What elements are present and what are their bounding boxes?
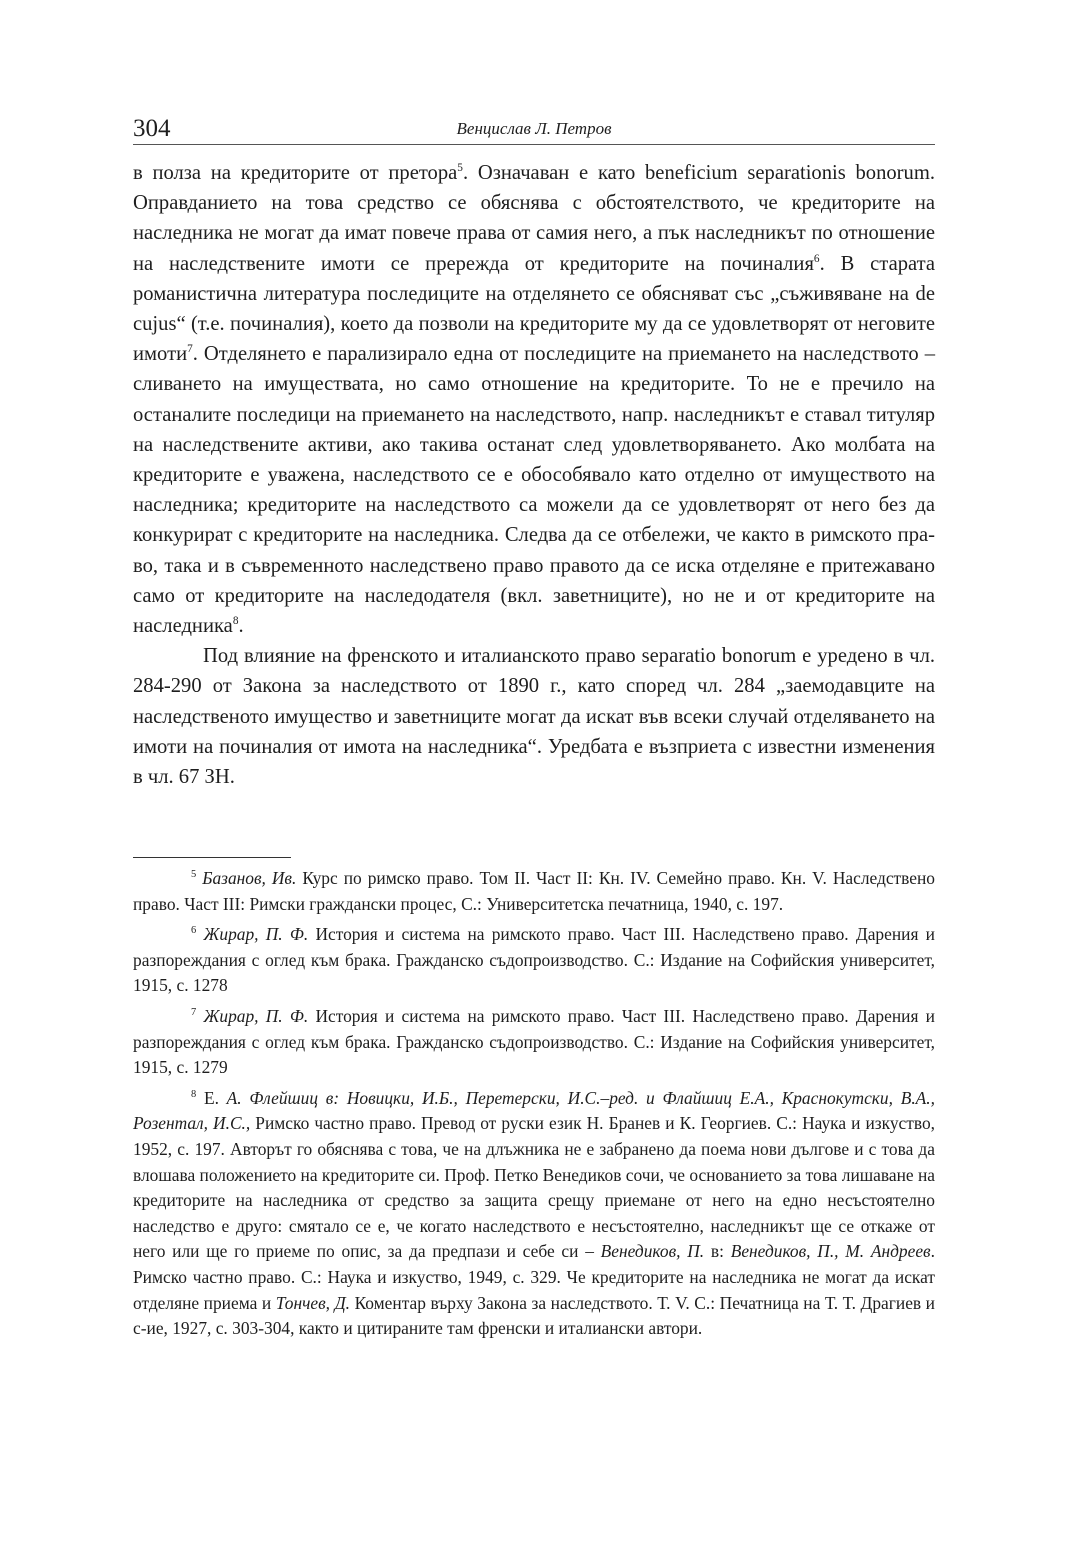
footnote-text: Римско частно право. Превод от руски език Н. Бранев и К. Георгиев. С.: Наука и изкуство, 1952, с. 197. Авторът го обяснява с това, че на длъжника не е забранено да поема нови дългове и с това да влошава положението на кредиторите си. Проф. Петко Венедиков сочи, че основанието за това лишаване на кредиторите на наследника от средство за защита срещу приемане от него на едно несъстоятелно наследство е друго: смятало се е, че когато наследството е несъстоятелно, наследникът ще се откаже от него или ще го приеме по опис, за да предпази и себе си – <box>133 1113 935 1262</box>
footnote-number: 5 <box>191 869 197 881</box>
footnote-ref-8: 8 <box>232 615 239 628</box>
footnote-author: Базанов, Ив. <box>202 868 297 888</box>
paragraph-2: Под влияние на френското и италианското право separatio bonorum е уредено в чл. 284-290 от Закона за наследството от 1890 г., като според чл. 284 „заемодавците на наследственото имущество и заветниците могат да искат във всеки случай отделяването на имоти на починалия от имота на наследника“. Уредбата е възприета с известни изменения в чл. 67 ЗН. <box>133 645 935 789</box>
footnote-author: А. Флейшиц в: Новицки, И.Б., Перетерски, И.С.–ред. и Флайшиц Е.А., Краснокутски, В.А., Розентал, И.С., <box>133 1087 935 1134</box>
footnote-author: Венедиков, П., М. Андреев <box>730 1241 931 1262</box>
page-number: 304 <box>133 115 171 142</box>
footnote-author: Жирар, П. Ф. <box>203 924 309 945</box>
footnote-ref-6: 6 <box>813 252 820 265</box>
footnote-number: 7 <box>191 1007 197 1019</box>
footnote-text: История и система на римското право. Част III. Наследствено право. Дарения и разпореждания с оглед към брака. Гражданско съдопроизводство. С.: Издание на Софийския университет, 1915, с. 1279 <box>133 1005 935 1078</box>
footnote-separator <box>133 857 291 858</box>
paragraph-1 <box>133 158 935 641</box>
footnote-8 <box>133 1086 935 1342</box>
footnote-text: Курс по римско право. Том II. Част II: Кн. IV. Семейно право. Кн. V. Наследствено право. Част III: Римски граждански процес, С.: Университетска печатница, 1940, с. 197. <box>133 868 935 914</box>
footnote-ref-7: 7 <box>187 343 193 356</box>
footnote-text: Е. <box>196 1087 227 1108</box>
running-head-author: Венцислав Л. Петров <box>456 119 612 138</box>
footnote-text: в: <box>704 1241 731 1262</box>
main-text <box>133 158 935 792</box>
footnote-7 <box>133 1004 935 1081</box>
footnote-6 <box>133 922 935 999</box>
footnote-5 <box>133 866 935 917</box>
text-span: . <box>238 615 244 638</box>
footnote-text: Коментар върху Закона за наследството. Т. V. С.: Печатница на Т. Т. Драгиев и с-ие, 1927, с. 303-304, както и цитираните там френски и италиански автори. <box>133 1292 935 1339</box>
footnote-number: 6 <box>191 925 197 937</box>
footnote-text: История и система на римското право. Част III. Наследствено право. Дарения и разпореждания с оглед към брака. Гражданско съдопроизводство. С.: Издание на Софийския университет, 1915, с. 1278 <box>133 924 935 996</box>
footnote-author: Венедиков, П. <box>600 1241 705 1262</box>
footnote-ref-5: 5 <box>457 162 463 175</box>
text-span: . Означаван е като beneficium separationis bonorum. Оправданието на това средство се обяснява с обстоятелството, че кредиторите на наследника не могат да имат повече права от самия него, а пък наследникът по отношение на наследствените имоти се прережда от кредиторите на починалия <box>133 162 935 275</box>
footnote-author: Жирар, П. Ф. <box>203 1005 309 1026</box>
page-header <box>133 114 935 145</box>
text-span: . В старата романистична литература последиците на отделянето се обясняват със „съживяване на de cujus“ (т.е. починалия), което да позволи на кредиторите му да се удовлетворят от неговите имоти <box>133 252 935 366</box>
text-span: . Отделянето е парализирало една от последиците на приемането на наследството – сливането на имуществата, но само отношение на кредиторите. То не е пречило на останалите последици на приемането на наследството, напр. наследникът е ставал титуляр на наследствените активи, ако такива останат след удовлетворяването. Ако молбата на кредиторите е уважена, наследството се е обособявало като отделно от имуществото на наследника; кредиторите на наследството са можели да се удовлетворят от него без да конкурират с кредиторите на наследника. Следва да се отбележи, че както в римското право, така и в съвременното наследствено право правото да се иска отделяне е притежавано само от кредиторите на наследодателя (вкл. заветниците), но не и от кредиторите на наследника <box>133 343 935 638</box>
footnote-author: Тончев, Д. <box>275 1292 350 1313</box>
footnote-number: 8 <box>191 1088 197 1100</box>
footnotes <box>133 866 935 1347</box>
footnote-text: . Римско частно право. С.: Наука и изкуство, 1949, с. 329. Че кредиторите на наследника не могат да искат отделяне приема и <box>133 1241 935 1313</box>
text-span: в полза на кредиторите от претора <box>133 162 458 184</box>
